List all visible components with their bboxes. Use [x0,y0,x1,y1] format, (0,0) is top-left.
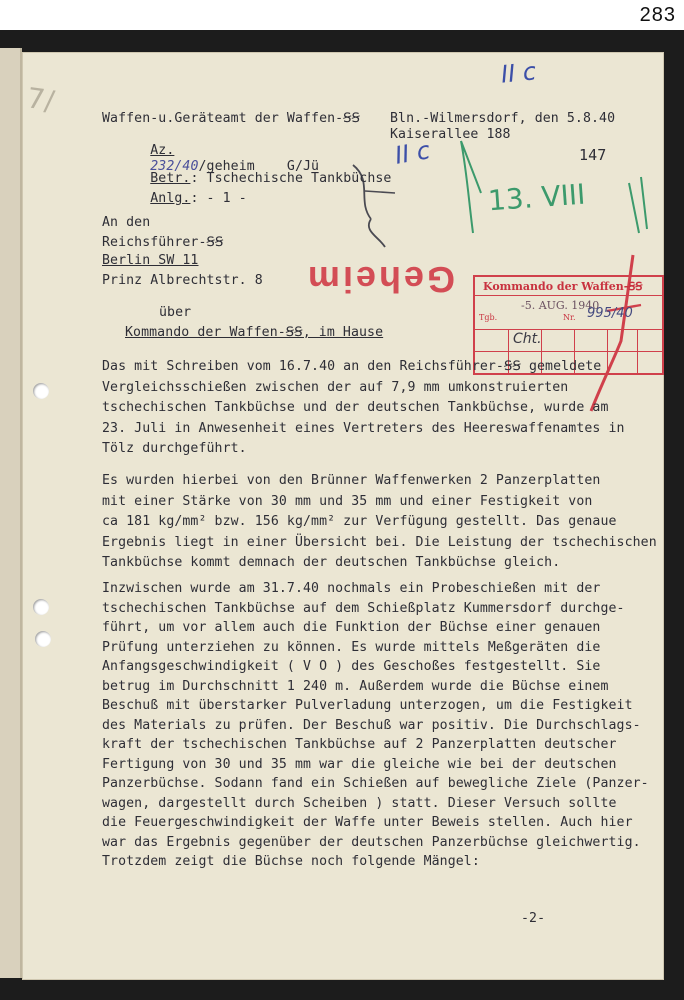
body-line: wagen, dargestellt durch Scheiben ) statt. Dieser Versuch sollte [102,795,617,811]
stamp-title: Kommando der Waffen-ꞨꞨ [483,280,643,293]
green-date-annotation: 13. VIII [486,177,587,218]
body-line: mit einer Stärke von 30 mm und 35 mm und einer Festigkeit von [102,493,593,509]
sender-address: Kaiserallee 188 [390,127,511,142]
recipient-line2: Reichsführer-ꞨꞨ [102,235,224,250]
via-label: über [159,305,192,320]
body-line: kraft der tschechischen Tankbüchse auf 2 Panzerplatten deutscher [102,737,617,752]
mid-roman-annotation: II c [392,136,433,170]
body-line: Fertigung von 30 und 35 mm war die gleiche wie bei der deutschen [102,756,617,772]
body-line: ca 181 kg/mm² bzw. 156 kg/mm² zur Verfügung gestellt. Das genaue [102,514,617,530]
punch-hole-icon [35,631,51,647]
body-line: Tölz durchgeführt. [102,441,247,457]
body-line: Beschuß mit überstarker Pulverladung unterzogen, um die Festigkeit [102,698,633,713]
body-line: Trotzdem zeigt die Büchse noch folgende Mängel: [102,854,480,869]
body-line: die Feuergeschwindigkeit der Waffe unter Beweis stellen. Auch hier [102,815,633,830]
stamp-rule [475,295,662,296]
stamp-column-rule [607,329,608,373]
body-line: tschechischen Tankbüchse und der deutschen Tankbüchse, wurde am [102,400,609,416]
body-line: des Materials zu prüfen. Der Beschuß war positiv. Die Durchschlags- [102,717,641,733]
subject-text: : Tschechische Tankbüchse [190,171,392,186]
body-line: Anfangsgeschwindigkeit ( V O ) des Geschoßes festgestellt. Sie [102,659,601,674]
body-line: Vergleichsschießen zwischen der auf 7,9 mm umkonstruierten [102,379,569,395]
stamp-journal-number: 995/40 [587,306,633,321]
body-line: war das Ergebnis gegenüber der deutschen Panzerbüchse gleichwertig. [102,834,641,850]
next-page-marker: -2- [521,911,546,926]
body-line: Tankbüchse kommt demnach der deutschen Tankbüchse gleich. [102,555,561,571]
enclosure-label: Anlg. [150,191,191,206]
body-line: betrug im Durchschnitt 1 240 m. Außerdem wurde die Büchse einem [102,678,609,694]
stamp-tgb-label: Tgb. [479,313,498,322]
body-line: Inzwischen wurde am 31.7.40 nochmals ein Probeschießen mit der [102,581,601,596]
body-line: führt, um vor allem auch die Funktion der Büchse einer genauen [102,620,601,635]
sender-office: Waffen-u.Geräteamt der Waffen-ꞨꞨ [102,111,361,126]
recipient-line4: Prinz Albrechtstr. 8 [102,273,263,288]
subject-label: Betr. [150,171,191,186]
body-line: tschechischen Tankbüchse auf dem Schießplatz Kummersdorf durchge- [102,600,625,616]
recipient-line3: Berlin SW 11 [102,253,199,268]
stamp-column-rule [637,329,638,373]
body-line: Es wurden hierbei von den Brünner Waffenwerken 2 Panzerplatten [102,473,601,488]
geheim-stamp: Geheim [305,259,456,300]
recipient-line1: An den [102,215,151,230]
punch-hole-icon [33,599,49,615]
place-date: Bln.-Wilmersdorf, den 5.8.40 [390,111,616,126]
enclosure-text: : - 1 - [190,191,247,206]
reference-number: 232/40 [150,159,199,174]
stamp-handwritten-abbr: Cht. [513,331,542,347]
archive-page-number: 283 [639,4,676,26]
body-line: 23. Juli in Anwesenheit eines Vertreters des Heereswaffenamtes in [102,420,625,436]
top-roman-annotation: II c [499,57,538,89]
body-line: Ergebnis liegt in einer Übersicht bei. Die Leistung der tschechischen [102,534,657,550]
body-line: Prüfung unterziehen zu können. Es wurde mittels Meßgeräten die [102,639,601,655]
folio-number: 147 [579,146,607,164]
stamp-rule [475,351,662,352]
body-line: Panzerbüchse. Sodann fand ein Schießen auf bewegliche Ziele (Panzer- [102,776,649,791]
adjacent-page-edge [0,48,22,978]
reference-suffix: /geheim G/Jü [198,159,320,174]
reference-prefix: Az. [150,143,175,158]
document-sheet [22,52,664,980]
stamp-received-date: -5. AUG. 1940 [521,299,600,312]
stamp-rule [475,329,662,330]
punch-hole-icon [33,383,49,399]
via-office: Kommando der Waffen-ꞨꞨ, im Hause [125,325,384,340]
body-line: Das mit Schreiben vom 16.7.40 an den Reichsführer-ꞨꞨ gemeldete [102,359,602,374]
left-margin-annotation: 7/ [24,81,57,118]
stamp-journal-label: Nr. [563,313,576,322]
